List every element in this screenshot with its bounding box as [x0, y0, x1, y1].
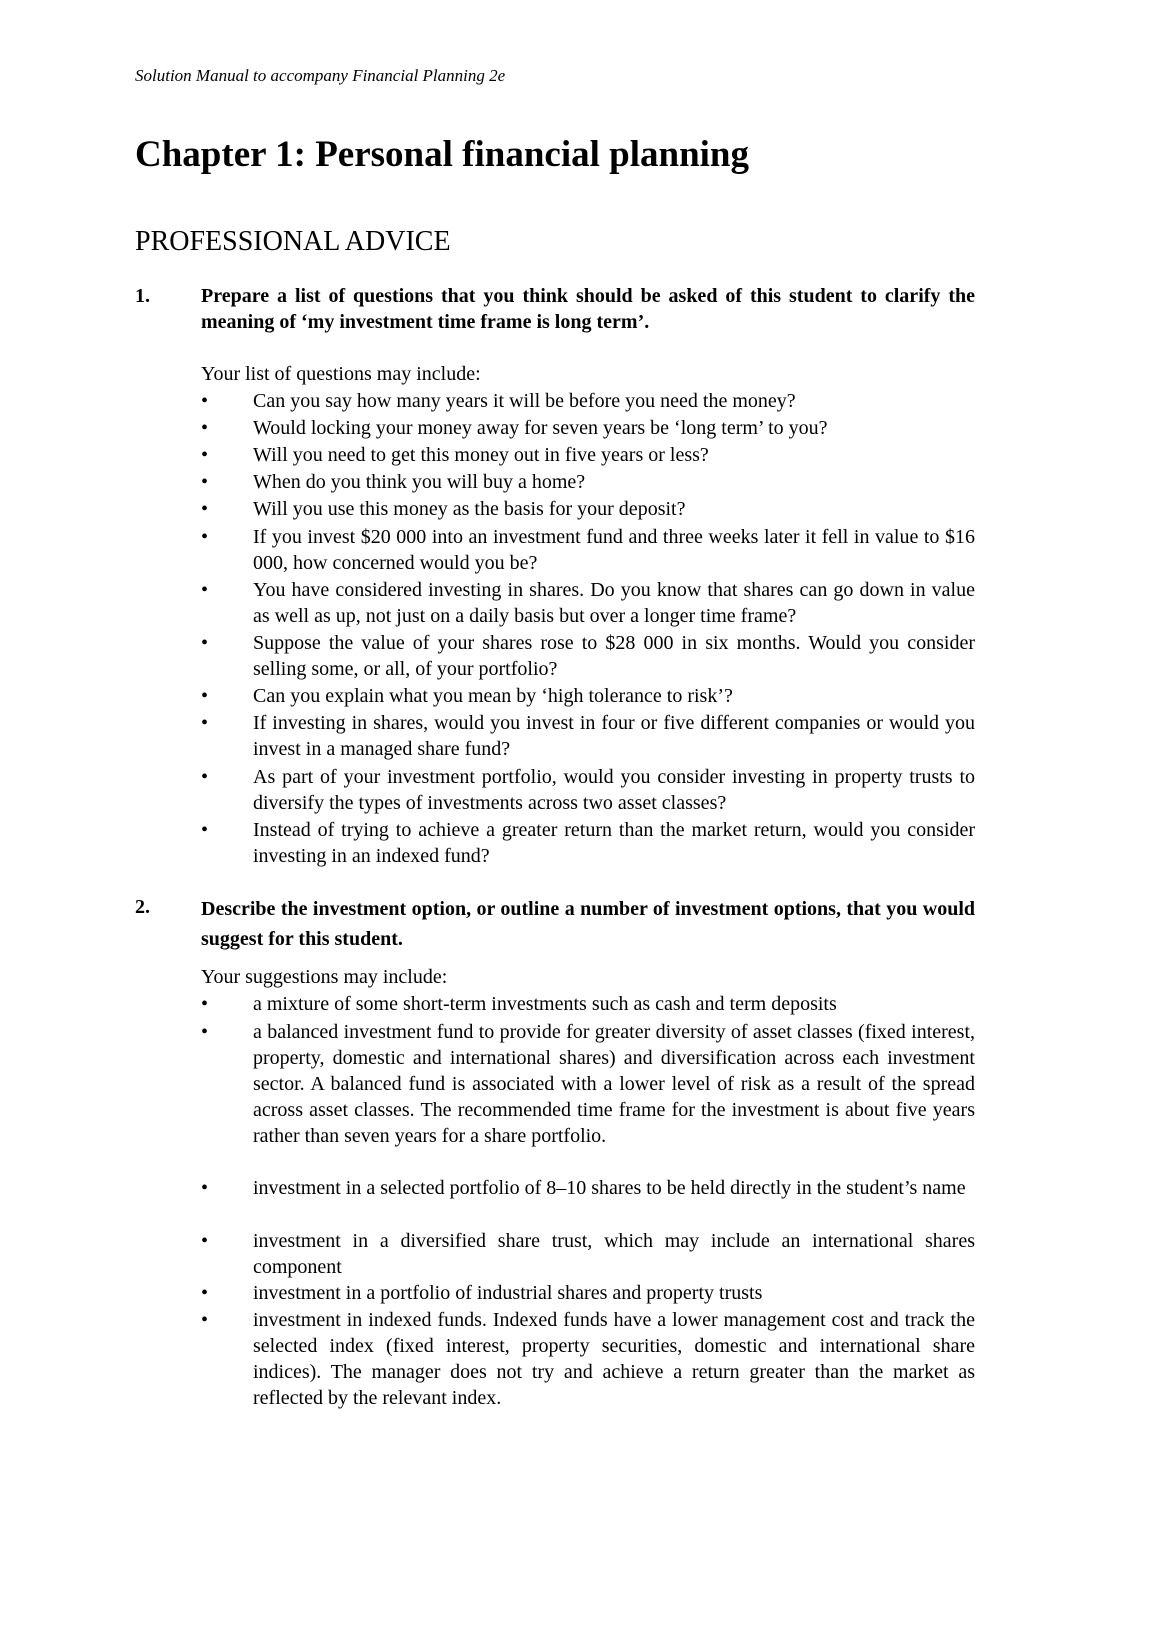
bullet-icon: • — [201, 1021, 209, 1043]
list-item — [201, 630, 975, 682]
list-item — [201, 388, 975, 414]
bullet-icon: • — [201, 993, 209, 1015]
list-item-text: You have considered investing in shares. Do you know that shares can go down in value as well as up, not just on a daily basis but over a longer time frame? — [253, 579, 975, 627]
list-item-text: investment in indexed funds. Indexed funds have a lower management cost and track the selected index (fixed interest, property securities, domestic and international share indices). The manager does not try and achieve a return greater than the market as reflected by the relevant index. — [253, 1309, 975, 1409]
list-item-text: When do you think you will buy a home? — [253, 471, 586, 493]
list-item-text: Will you use this money as the basis for your deposit? — [253, 498, 686, 520]
bullet-icon: • — [201, 712, 209, 734]
list-item — [201, 817, 975, 869]
list-item-text: Can you explain what you mean by ‘high tolerance to risk’? — [253, 685, 733, 707]
list-item-text: investment in a selected portfolio of 8–10 shares to be held directly in the student’s name — [253, 1177, 966, 1199]
bullet-icon: • — [201, 579, 209, 601]
list-item-text: As part of your investment portfolio, would you consider investing in property trusts to diversify the types of investments across two asset classes? — [253, 766, 975, 814]
section-heading: PROFESSIONAL ADVICE — [135, 226, 451, 257]
list-item-text: a balanced investment fund to provide for greater diversity of asset classes (fixed interest, property, domestic and international shares) and diversification across each investment sector. A balanced fund is associated with a lower level of risk as a result of the spread across asset classes. The recommended time frame for the investment is about five years rather than seven years for a share portfolio. — [253, 1021, 975, 1147]
bullet-icon: • — [201, 471, 209, 493]
bullet-icon: • — [201, 1282, 209, 1304]
bullet-icon: • — [201, 390, 209, 412]
list-item-text: If you invest $20 000 into an investment fund and three weeks later it fell in value to $16 000, how concerned would you be? — [253, 526, 975, 574]
list-item — [201, 415, 975, 441]
bullet-icon: • — [201, 685, 209, 707]
question-number: 2. — [135, 896, 150, 918]
bullet-icon: • — [201, 444, 209, 466]
list-item — [201, 1228, 975, 1280]
bullet-icon: • — [201, 766, 209, 788]
list-item-text: Can you say how many years it will be before you need the money? — [253, 390, 796, 412]
bullet-icon: • — [201, 417, 209, 439]
list-item-text: a mixture of some short-term investments such as cash and term deposits — [253, 993, 837, 1015]
question-text: Prepare a list of questions that you think should be asked of this student to clarify the meaning of ‘my investment time frame is long term’. — [201, 285, 975, 333]
list-item — [201, 683, 975, 709]
chapter-title: Chapter 1: Personal financial planning — [135, 134, 750, 175]
bullet-icon: • — [201, 1177, 209, 1199]
question-text: Describe the investment option, or outline a number of investment options, that you would suggest for this student. — [201, 898, 975, 950]
list-item-text: Suppose the value of your shares rose to $28 000 in six months. Would you consider selling some, or all, of your portfolio? — [253, 632, 975, 680]
bullet-icon: • — [201, 498, 209, 520]
list-item — [201, 442, 975, 468]
question-number: 1. — [135, 285, 150, 307]
list-item — [201, 496, 975, 522]
bullet-icon: • — [201, 819, 209, 841]
list-item-text: Will you need to get this money out in five years or less? — [253, 444, 709, 466]
list-item-text: Instead of trying to achieve a greater return than the market return, would you consider investing in an indexed fund? — [253, 819, 975, 867]
list-item — [201, 1307, 975, 1411]
list-item — [201, 524, 975, 576]
running-header: Solution Manual to accompany Financial Planning 2e — [135, 66, 506, 85]
answer-intro: Your suggestions may include: — [201, 966, 448, 988]
list-item-text: investment in a portfolio of industrial shares and property trusts — [253, 1282, 763, 1304]
bullet-icon: • — [201, 1230, 209, 1252]
list-item — [201, 1175, 975, 1201]
list-item — [201, 577, 975, 629]
bullet-icon: • — [201, 526, 209, 548]
list-item-text: Would locking your money away for seven years be ‘long term’ to you? — [253, 417, 828, 439]
list-item-text: If investing in shares, would you invest in four or five different companies or would you invest in a managed share fund? — [253, 712, 975, 760]
list-item — [201, 710, 975, 762]
list-item — [201, 764, 975, 816]
list-item-text: investment in a diversified share trust, which may include an international shares component — [253, 1230, 975, 1278]
bullet-icon: • — [201, 1309, 209, 1331]
list-item — [201, 991, 975, 1017]
list-item — [201, 1280, 975, 1306]
list-item — [201, 1019, 975, 1149]
answer-intro: Your list of questions may include: — [201, 363, 481, 385]
list-item — [201, 469, 975, 495]
bullet-icon: • — [201, 632, 209, 654]
